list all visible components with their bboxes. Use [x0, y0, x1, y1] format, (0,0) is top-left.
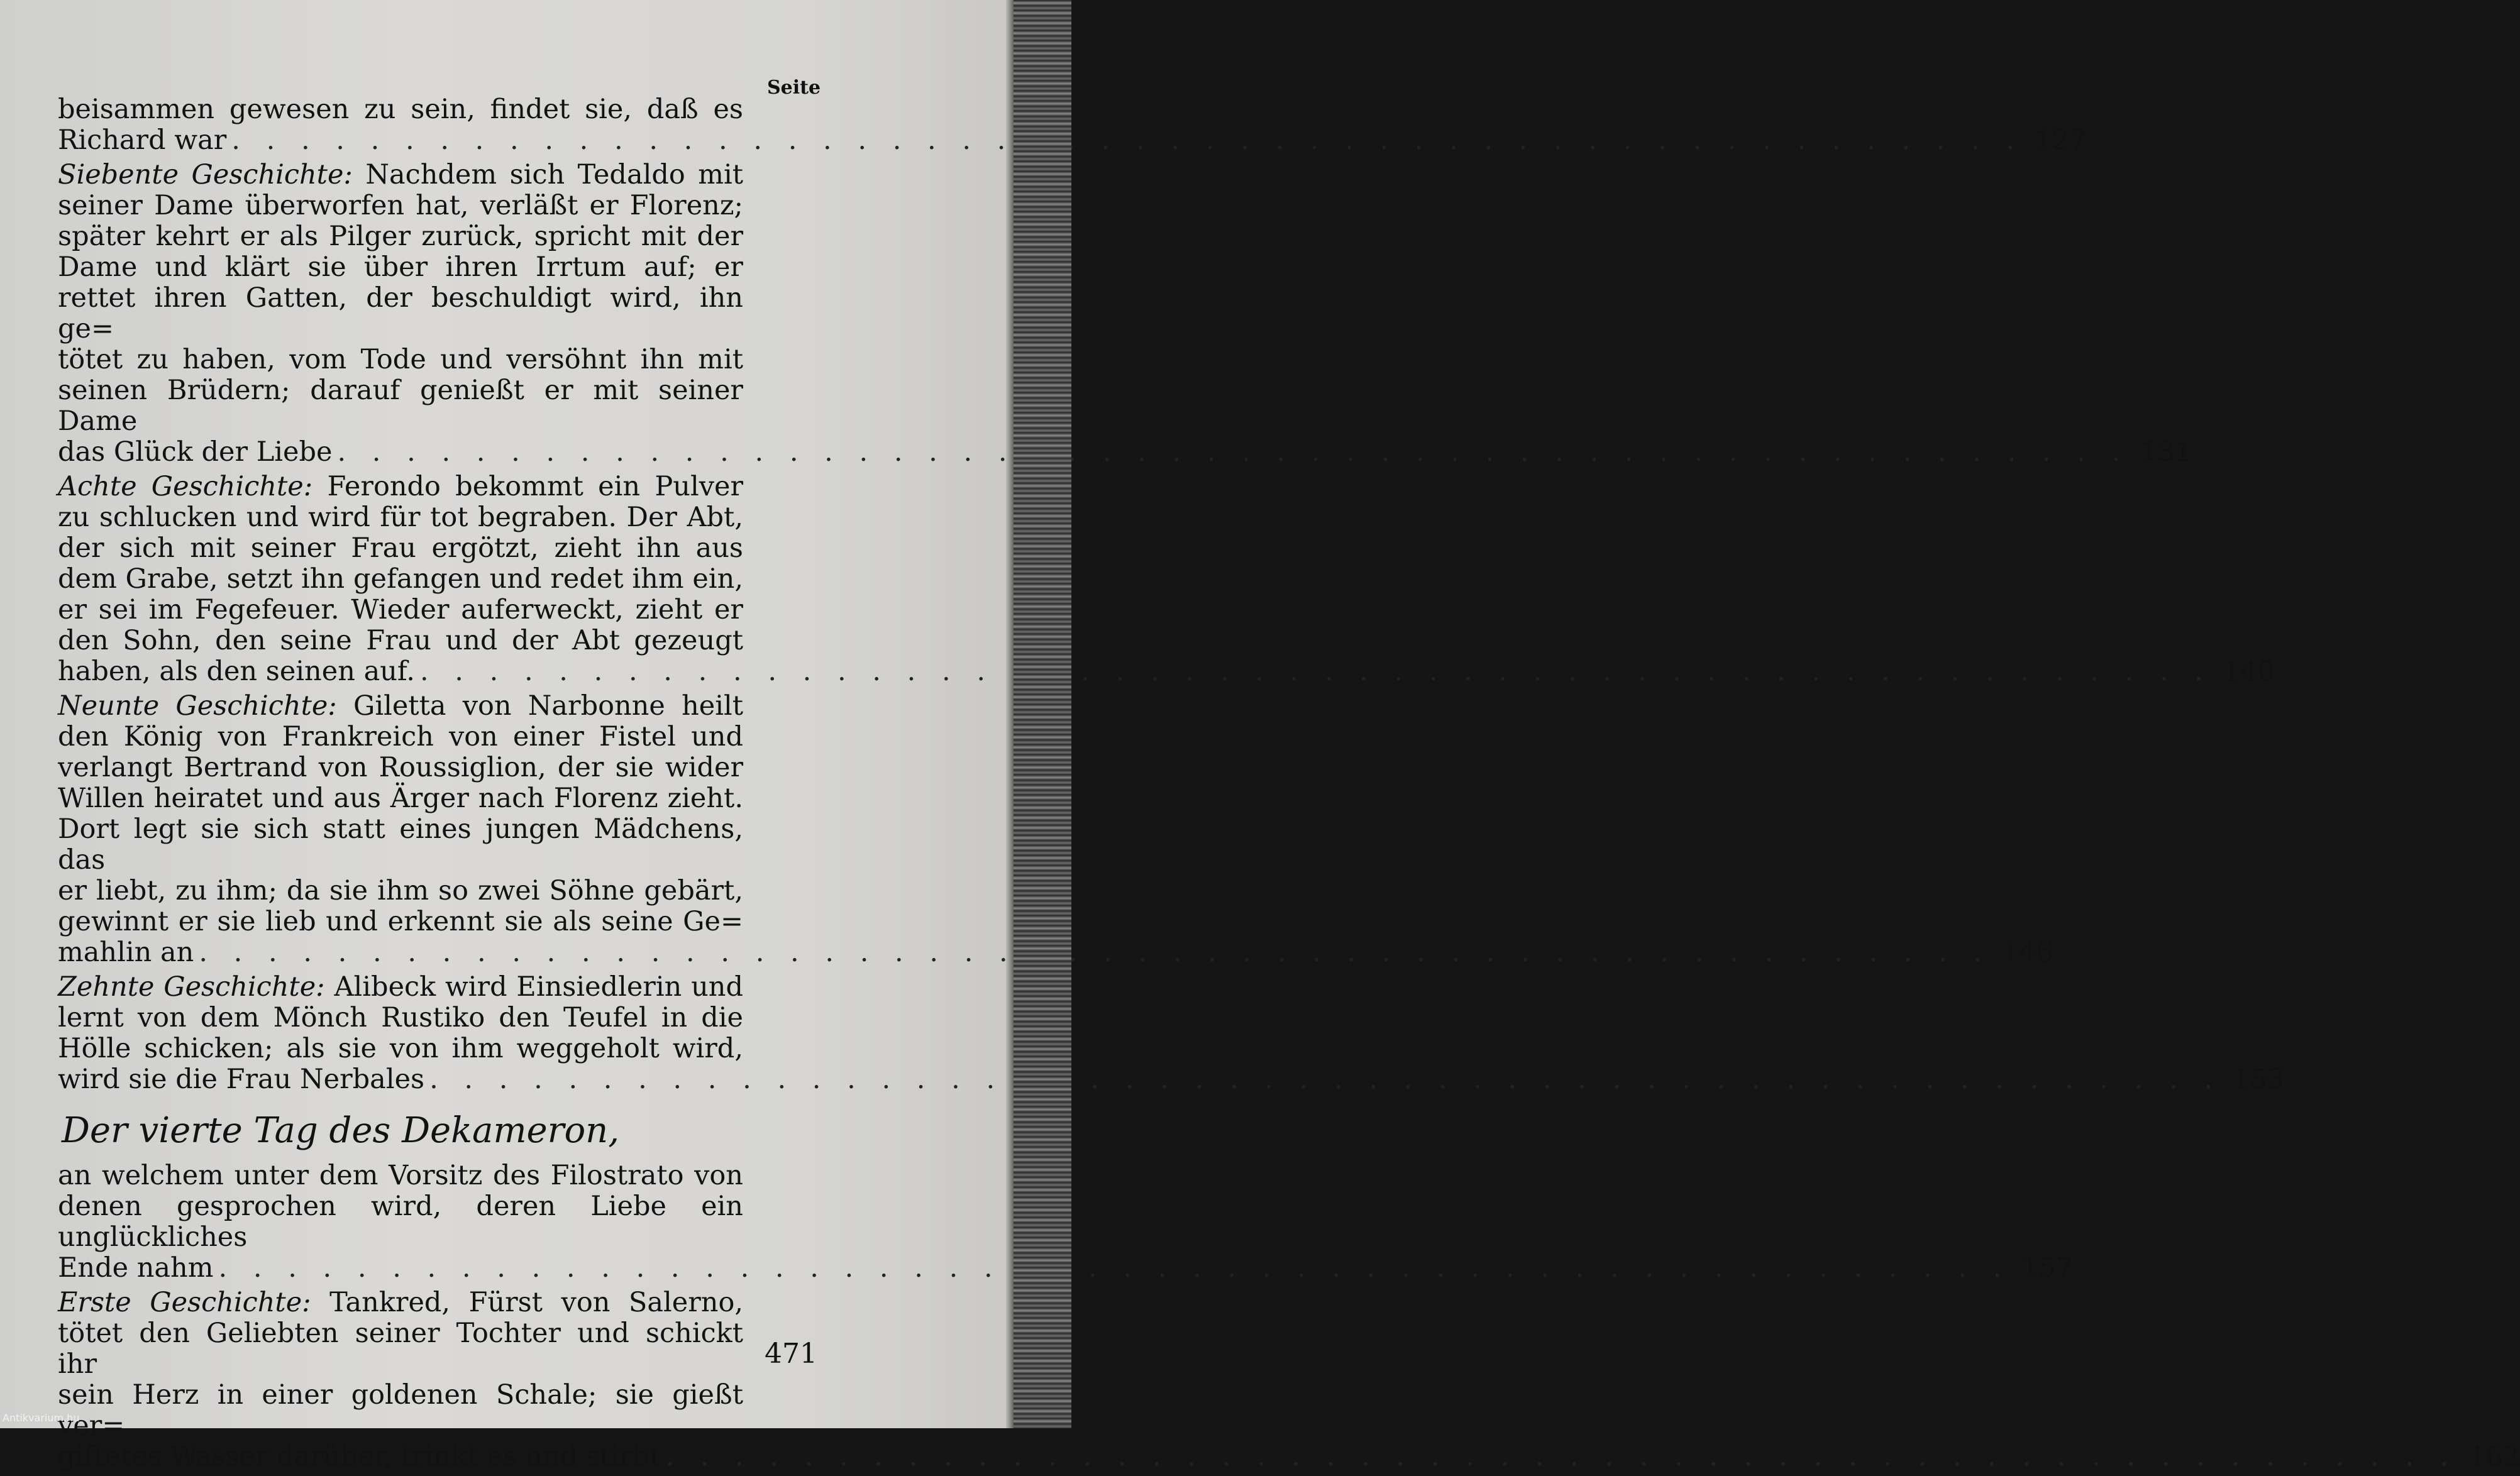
dot-leader — [219, 1253, 2011, 1284]
entry-text: Giletta von Narbonne heilt — [353, 690, 743, 722]
entry-line — [58, 1160, 743, 1191]
entry-text: Richard war — [58, 124, 227, 156]
toc-entry — [58, 1287, 2520, 1472]
book-spine — [1014, 0, 1071, 1428]
story-heading: Siebente Geschichte: — [58, 159, 353, 190]
dot-leader — [231, 125, 2023, 156]
entry-text: Dort legt sie sich statt eines jungen Mädchens, das — [58, 813, 743, 876]
page-column-label: Seite — [767, 77, 821, 99]
entry-line — [58, 876, 743, 906]
entry-line — [58, 221, 743, 252]
entry-line — [58, 595, 743, 625]
entry-text: er sei im Fegefeuer. Wieder auferweckt, zieht er — [58, 594, 743, 625]
toc-entry — [58, 159, 2192, 468]
story-heading: Erste Geschichte: — [58, 1287, 311, 1318]
entry-line — [58, 471, 743, 502]
entry-text: später kehrt er als Pilger zurück, spricht mit der — [58, 221, 743, 252]
entry-line — [58, 625, 743, 656]
entry-line — [58, 1380, 743, 1441]
page-reference: 153 — [2232, 1064, 2284, 1095]
story-heading: Achte Geschichte: — [58, 471, 313, 502]
entry-text: Alibeck wird Einsiedlerin und — [334, 971, 744, 1003]
entry-text: seinen Brüdern; darauf genießt er mit seiner Dame — [58, 375, 743, 437]
entry-line — [58, 94, 743, 125]
entry-text: seiner Dame überworfen hat, verläßt er Florenz; — [58, 190, 743, 221]
entry-text: Willen heiratet und aus Ärger nach Florenz zieht. — [58, 783, 743, 814]
entry-text: denen gesprochen wird, deren Liebe ein unglückliches — [58, 1191, 743, 1253]
entry-line — [58, 814, 743, 876]
entry-line — [58, 344, 743, 375]
page-reference: 157 — [2021, 1252, 2074, 1284]
page-reference: 162 — [2468, 1441, 2520, 1472]
story-heading: Neunte Geschichte: — [58, 690, 337, 722]
toc-entry — [58, 471, 2275, 687]
entry-line — [58, 906, 743, 937]
entry-text: tötet zu haben, vom Tode und versöhnt ihn mit — [58, 344, 743, 375]
entry-line — [58, 190, 743, 221]
entries-list — [58, 94, 2284, 1095]
entry-text: Hölle schicken; als sie von ihm weggeholt wird, — [58, 1033, 743, 1064]
entry-text: zu schlucken und wird für tot begraben. Der Abt, — [58, 502, 743, 533]
entry-text: giftetes Wasser darüber, trinkt es und stirbt — [58, 1441, 661, 1472]
entry-line — [58, 783, 743, 814]
entry-last-line — [58, 1064, 2284, 1095]
entry-text: mahlin an — [58, 937, 194, 968]
entry-line — [58, 1003, 743, 1033]
page-reference: 127 — [2035, 124, 2087, 156]
entry-text: Dame und klärt sie über ihren Irrtum auf; er — [58, 251, 743, 283]
entry-text: dem Grabe, setzt ihn gefangen und redet ihm ein, — [58, 563, 743, 595]
page-reference: 140 — [2223, 656, 2275, 687]
page-reference: 131 — [2140, 436, 2192, 468]
watermark: Antikvarium.hu — [3, 1412, 80, 1424]
entry-text: den König von Frankreich von einer Fistel und — [58, 721, 743, 752]
entry-text: beisammen gewesen zu sein, findet sie, daß es — [58, 94, 743, 125]
entry-text: das Glück der Liebe — [58, 436, 333, 468]
dot-leader — [429, 1064, 2221, 1095]
entry-line — [58, 160, 743, 190]
entry-line — [58, 564, 743, 595]
entry-last-line — [58, 1252, 2074, 1284]
dot-leader — [199, 937, 1991, 968]
entry-line — [58, 375, 743, 437]
entry-text: sein Herz in einer goldenen Schale; sie gießt ver= — [58, 1379, 743, 1441]
entry-text: den Sohn, den seine Frau und der Abt gezeugt — [58, 625, 743, 656]
dot-leader — [420, 656, 2212, 687]
entry-line — [58, 502, 743, 533]
entry-line — [58, 1287, 743, 1318]
toc-entry — [58, 690, 2054, 968]
entry-line — [58, 1033, 743, 1064]
entry-last-line — [58, 124, 2087, 156]
entry-text: verlangt Bertrand von Roussiglion, der sie wider — [58, 752, 743, 783]
entry-text: haben, als den seinen auf. — [58, 656, 415, 687]
entry-last-line — [58, 656, 2275, 687]
dot-leader — [337, 437, 2129, 468]
entry-line — [58, 533, 743, 564]
toc-entry — [58, 1160, 2074, 1284]
story-heading: Zehnte Geschichte: — [58, 971, 325, 1003]
toc-entry — [58, 94, 2087, 156]
entry-text: der sich mit seiner Frau ergötzt, zieht ihn aus — [58, 532, 743, 564]
dot-leader — [665, 1441, 2457, 1472]
entry-text: lernt von dem Mönch Rustiko den Teufel in die — [58, 1002, 743, 1033]
entry-line — [58, 722, 743, 752]
entry-text: Ende nahm — [58, 1252, 214, 1284]
entry-text: rettet ihren Gatten, der beschuldigt wird, ihn ge= — [58, 282, 743, 344]
day-entries-list — [58, 1160, 2520, 1472]
entry-text: Tankred, Fürst von Salerno, — [329, 1287, 744, 1318]
entry-text: er liebt, zu ihm; da sie ihm so zwei Söhne gebärt, — [58, 875, 743, 906]
entry-text: wird sie die Frau Nerbales — [58, 1064, 425, 1095]
entry-text: tötet den Geliebten seiner Tochter und schickt ihr — [58, 1318, 743, 1380]
entry-last-line — [58, 1441, 2520, 1472]
entry-last-line — [58, 436, 2192, 468]
entry-text: an welchem unter dem Vorsitz des Filostrato von — [58, 1160, 743, 1191]
page-reference: 146 — [2002, 937, 2054, 968]
entry-line — [58, 1191, 743, 1253]
toc-entry — [58, 971, 2284, 1095]
entry-line — [58, 691, 743, 722]
entry-line — [58, 283, 743, 344]
entry-last-line — [58, 937, 2054, 968]
entry-text: Nachdem sich Tedaldo mit — [365, 159, 743, 190]
page-number: 471 — [765, 1338, 817, 1370]
entry-text: Ferondo bekommt ein Pulver — [327, 471, 743, 502]
day-title: Der vierte Tag des Dekameron, — [62, 1110, 620, 1151]
entry-line — [58, 252, 743, 283]
table-of-contents — [58, 94, 2520, 1476]
entry-line — [58, 972, 743, 1003]
entry-text: gewinnt er sie lieb und erkennt sie als seine Ge= — [58, 906, 743, 937]
entry-line — [58, 1318, 743, 1380]
entry-line — [58, 752, 743, 783]
